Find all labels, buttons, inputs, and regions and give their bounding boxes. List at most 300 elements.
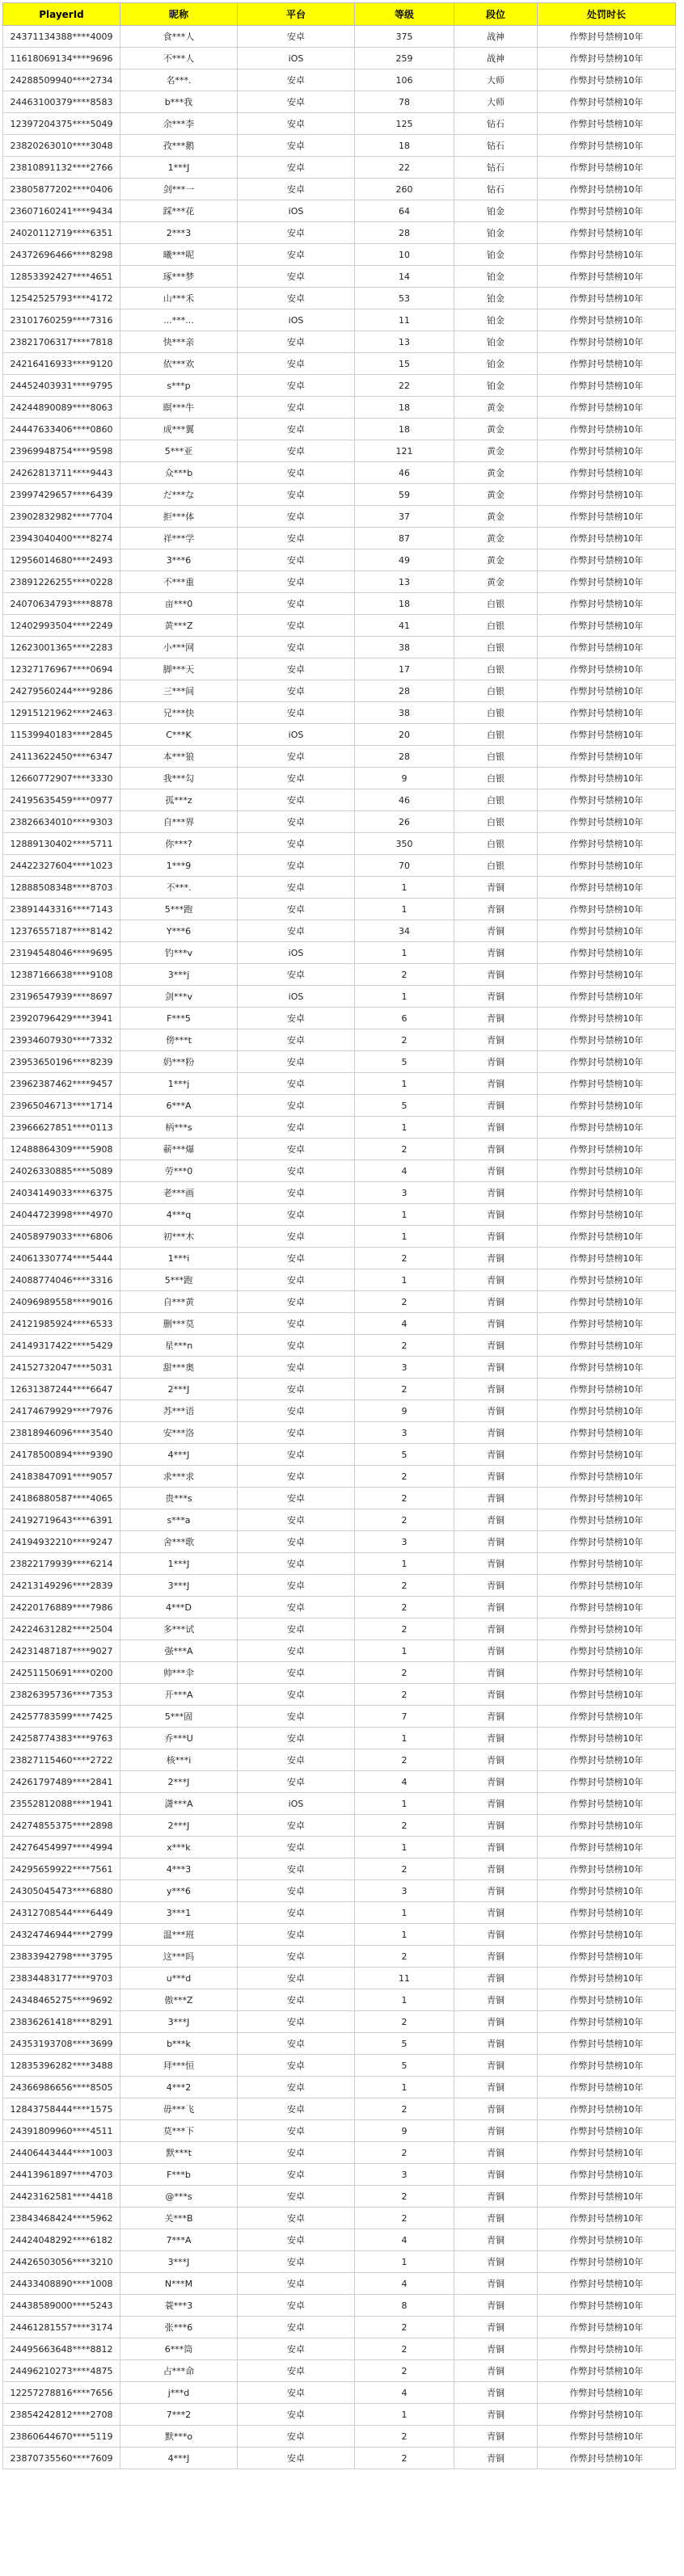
table-row [3,746,676,768]
platform-cell: 安卓 [238,1858,355,1880]
table-row [3,2448,676,2469]
rank-cell: 青铜 [454,2164,538,2186]
platform-cell: 安卓 [238,1575,355,1597]
nickname-cell: 我***勾 [120,768,238,789]
platform-cell: 安卓 [238,1968,355,1989]
rank-cell: 青铜 [454,2317,538,2338]
player-id-cell: 24174679929****7976 [3,1400,120,1422]
platform-cell: 安卓 [238,1117,355,1139]
platform-cell: 安卓 [238,1400,355,1422]
player-id-cell: 24312708544****6449 [3,1902,120,1924]
rank-cell: 青铜 [454,1618,538,1640]
level-cell: 1 [355,942,454,964]
platform-cell: 安卓 [238,1749,355,1771]
penalty-cell: 作弊封号禁榜10年 [538,1357,676,1378]
penalty-cell: 作弊封号禁榜10年 [538,48,676,69]
nickname-cell: 5***亚 [120,440,238,462]
penalty-cell: 作弊封号禁榜10年 [538,1160,676,1182]
nickname-cell: u***d [120,1968,238,1989]
level-cell: 28 [355,222,454,244]
rank-cell: 青铜 [454,2273,538,2295]
level-cell: 2 [355,2186,454,2208]
header-nickname: 昵称 [120,3,238,26]
platform-cell: iOS [238,724,355,746]
nickname-cell: 开***A [120,1684,238,1706]
player-id-cell: 24433408890****1008 [3,2273,120,2295]
penalty-cell: 作弊封号禁榜10年 [538,113,676,135]
table-row [3,1640,676,1662]
rank-cell: 青铜 [454,1749,538,1771]
table-row [3,2186,676,2208]
player-id-cell: 24413961897****4703 [3,2164,120,2186]
platform-cell: 安卓 [238,1248,355,1269]
penalty-cell: 作弊封号禁榜10年 [538,200,676,222]
table-row [3,1313,676,1335]
player-id-cell: 23805877202****0406 [3,179,120,200]
level-cell: 2 [355,1684,454,1706]
nickname-cell: 余***李 [120,113,238,135]
rank-cell: 铂金 [454,244,538,266]
platform-cell: 安卓 [238,1160,355,1182]
player-id-cell: 23818946096****3540 [3,1422,120,1444]
level-cell: 11 [355,1968,454,1989]
rank-cell: 青铜 [454,1815,538,1837]
rank-cell: 白银 [454,746,538,768]
rank-cell: 青铜 [454,1946,538,1968]
penalty-cell: 作弊封号禁榜10年 [538,1226,676,1248]
platform-cell: 安卓 [238,2164,355,2186]
platform-cell: iOS [238,309,355,331]
player-id-cell: 23607160241****9434 [3,200,120,222]
level-cell: 1 [355,1553,454,1575]
level-cell: 1 [355,1226,454,1248]
platform-cell: 安卓 [238,1640,355,1662]
table-row [3,2295,676,2317]
level-cell: 53 [355,288,454,309]
nickname-cell: 1***9 [120,855,238,877]
penalty-cell: 作弊封号禁榜10年 [538,1924,676,1946]
nickname-cell: 安***洛 [120,1422,238,1444]
platform-cell: 安卓 [238,1466,355,1488]
player-id-cell: 24496210273****4875 [3,2360,120,2382]
nickname-cell: 这***吗 [120,1946,238,1968]
table-row [3,1749,676,1771]
rank-cell: 青铜 [454,1422,538,1444]
nickname-cell: 自***黄 [120,1291,238,1313]
player-id-cell: 12956014680****2493 [3,549,120,571]
table-row [3,833,676,855]
level-cell: 1 [355,899,454,920]
player-id-cell: 24279560244****9286 [3,680,120,702]
table-row [3,1008,676,1029]
level-cell: 1 [355,1073,454,1095]
rank-cell: 白银 [454,811,538,833]
penalty-cell: 作弊封号禁榜10年 [538,593,676,615]
rank-cell: 青铜 [454,1313,538,1335]
penalty-cell: 作弊封号禁榜10年 [538,2011,676,2033]
rank-cell: 青铜 [454,2295,538,2317]
nickname-cell: 自***界 [120,811,238,833]
level-cell: 13 [355,571,454,593]
platform-cell: 安卓 [238,964,355,986]
level-cell: 4 [355,1771,454,1793]
platform-cell: 安卓 [238,1728,355,1749]
level-cell: 5 [355,2033,454,2055]
platform-cell: 安卓 [238,1139,355,1160]
nickname-cell: 1***J [120,157,238,179]
player-id-cell: 24424048292****6182 [3,2229,120,2251]
nickname-cell: 拜***恒 [120,2055,238,2077]
penalty-cell: 作弊封号禁榜10年 [538,419,676,440]
player-id-cell: 23810891132****2766 [3,157,120,179]
level-cell: 1 [355,1902,454,1924]
table-row [3,2404,676,2426]
table-row [3,1073,676,1095]
level-cell: 2 [355,1378,454,1400]
player-id-cell: 12542525793****4172 [3,288,120,309]
nickname-cell: 山***禾 [120,288,238,309]
penalty-cell: 作弊封号禁榜10年 [538,353,676,375]
penalty-cell: 作弊封号禁榜10年 [538,1291,676,1313]
rank-cell: 青铜 [454,1640,538,1662]
platform-cell: 安卓 [238,1880,355,1902]
player-id-cell: 23101760259****7316 [3,309,120,331]
level-cell: 26 [355,811,454,833]
platform-cell: iOS [238,942,355,964]
player-id-cell: 12888508348****8703 [3,877,120,899]
level-cell: 2 [355,2208,454,2229]
table-row [3,266,676,288]
player-id-cell: 12623001365****2283 [3,637,120,659]
table-row [3,2077,676,2098]
level-cell: 2 [355,1749,454,1771]
platform-cell: 安卓 [238,135,355,157]
table-row [3,1728,676,1749]
platform-cell: 安卓 [238,1924,355,1946]
level-cell: 8 [355,2295,454,2317]
player-id-cell: 12889130402****5711 [3,833,120,855]
rank-cell: 青铜 [454,1248,538,1269]
table-row [3,419,676,440]
table-row [3,2338,676,2360]
level-cell: 125 [355,113,454,135]
player-id-cell: 12853392427****4651 [3,266,120,288]
player-id-cell: 24044723998****4970 [3,1204,120,1226]
platform-cell: 安卓 [238,1335,355,1357]
level-cell: 2 [355,2098,454,2120]
rank-cell: 青铜 [454,2360,538,2382]
table-row [3,1422,676,1444]
level-cell: 4 [355,2273,454,2295]
table-row [3,375,676,397]
level-cell: 1 [355,2404,454,2426]
nickname-cell: ...***... [120,309,238,331]
rank-cell: 青铜 [454,1968,538,1989]
rank-cell: 黄金 [454,506,538,528]
platform-cell: 安卓 [238,1597,355,1618]
penalty-cell: 作弊封号禁榜10年 [538,1400,676,1422]
platform-cell: 安卓 [238,113,355,135]
platform-cell: 安卓 [238,353,355,375]
penalty-cell: 作弊封号禁榜10年 [538,1618,676,1640]
penalty-cell: 作弊封号禁榜10年 [538,1051,676,1073]
platform-cell: 安卓 [238,1357,355,1378]
player-id-cell: 23834483177****9703 [3,1968,120,1989]
level-cell: 37 [355,506,454,528]
player-id-cell: 12397204375****5049 [3,113,120,135]
penalty-cell: 作弊封号禁榜10年 [538,1749,676,1771]
level-cell: 2 [355,2448,454,2469]
level-cell: 121 [355,440,454,462]
nickname-cell: 占***命 [120,2360,238,2382]
penalty-cell: 作弊封号禁榜10年 [538,1008,676,1029]
nickname-cell: 瞑***牛 [120,397,238,419]
player-id-cell: 23870735560****7609 [3,2448,120,2469]
rank-cell: 铂金 [454,222,538,244]
table-row [3,222,676,244]
platform-cell: 安卓 [238,1488,355,1509]
nickname-cell: 名***. [120,69,238,91]
nickname-cell: 曦***呢 [120,244,238,266]
nickname-cell: 踩***花 [120,200,238,222]
penalty-cell: 作弊封号禁榜10年 [538,680,676,702]
player-id-cell: 23953650196****8239 [3,1051,120,1073]
nickname-cell: 2***J [120,1815,238,1837]
nickname-cell: 老***画 [120,1182,238,1204]
level-cell: 2 [355,1946,454,1968]
platform-cell: 安卓 [238,506,355,528]
level-cell: 18 [355,419,454,440]
penalty-cell: 作弊封号禁榜10年 [538,899,676,920]
player-id-cell: 12376557187****8142 [3,920,120,942]
platform-cell: 安卓 [238,331,355,353]
penalty-cell: 作弊封号禁榜10年 [538,1117,676,1139]
rank-cell: 白银 [454,615,538,637]
level-cell: 2 [355,1291,454,1313]
rank-cell: 青铜 [454,1444,538,1466]
nickname-cell: 剑***一 [120,179,238,200]
player-id-cell: 12402993504****2249 [3,615,120,637]
platform-cell: 安卓 [238,1706,355,1728]
penalty-cell: 作弊封号禁榜10年 [538,484,676,506]
nickname-cell: @***s [120,2186,238,2208]
penalty-cell: 作弊封号禁榜10年 [538,2098,676,2120]
rank-cell: 青铜 [454,1160,538,1182]
header-penalty: 处罚时长 [538,3,676,26]
nickname-cell: 贵***s [120,1488,238,1509]
rank-cell: 白银 [454,855,538,877]
player-id-cell: 23836261418****8291 [3,2011,120,2033]
platform-cell: 安卓 [238,789,355,811]
nickname-cell: 7***A [120,2229,238,2251]
rank-cell: 青铜 [454,1400,538,1422]
penalty-cell: 作弊封号禁榜10年 [538,1597,676,1618]
rank-cell: 钻石 [454,113,538,135]
nickname-cell: 潇***A [120,1793,238,1815]
header-level: 等级 [355,3,454,26]
table-row [3,659,676,680]
level-cell: 5 [355,2055,454,2077]
nickname-cell: F***b [120,2164,238,2186]
rank-cell: 黄金 [454,484,538,506]
player-id-cell: 23826395736****7353 [3,1684,120,1706]
level-cell: 2 [355,1815,454,1837]
table-row [3,1139,676,1160]
nickname-cell: 强***A [120,1640,238,1662]
player-id-cell: 24183847091****9057 [3,1466,120,1488]
table-row [3,309,676,331]
nickname-cell: 兄***快 [120,702,238,724]
level-cell: 1 [355,1989,454,2011]
rank-cell: 青铜 [454,1509,538,1531]
platform-cell: 安卓 [238,288,355,309]
level-cell: 5 [355,1095,454,1117]
level-cell: 2 [355,2011,454,2033]
platform-cell: 安卓 [238,659,355,680]
level-cell: 5 [355,1051,454,1073]
level-cell: 1 [355,1728,454,1749]
penalty-cell: 作弊封号禁榜10年 [538,2426,676,2448]
rank-cell: 青铜 [454,1706,538,1728]
level-cell: 1 [355,1204,454,1226]
rank-cell: 战神 [454,26,538,48]
header-rank: 段位 [454,3,538,26]
nickname-cell: 祥***学 [120,528,238,549]
level-cell: 350 [355,833,454,855]
table-row [3,1575,676,1597]
level-cell: 22 [355,157,454,179]
player-id-cell: 11618069134****9696 [3,48,120,69]
level-cell: 28 [355,746,454,768]
penalty-cell: 作弊封号禁榜10年 [538,375,676,397]
player-id-cell: 24194932210****9247 [3,1531,120,1553]
penalty-cell: 作弊封号禁榜10年 [538,397,676,419]
rank-cell: 黄金 [454,440,538,462]
nickname-cell: 蕲***爆 [120,1139,238,1160]
platform-cell: 安卓 [238,528,355,549]
penalty-cell: 作弊封号禁榜10年 [538,2338,676,2360]
table-row [3,1989,676,2011]
level-cell: 70 [355,855,454,877]
table-row [3,1662,676,1684]
level-cell: 2 [355,2142,454,2164]
penalty-cell: 作弊封号禁榜10年 [538,833,676,855]
penalty-cell: 作弊封号禁榜10年 [538,2055,676,2077]
platform-cell: 安卓 [238,1837,355,1858]
level-cell: 9 [355,1400,454,1422]
penalty-cell: 作弊封号禁榜10年 [538,637,676,659]
nickname-cell: 1***J [120,1553,238,1575]
rank-cell: 青铜 [454,2251,538,2273]
penalty-cell: 作弊封号禁榜10年 [538,91,676,113]
platform-cell: 安卓 [238,1553,355,1575]
level-cell: 2 [355,1139,454,1160]
table-row [3,26,676,48]
penalty-cell: 作弊封号禁榜10年 [538,2360,676,2382]
player-id-cell: 24452403931****9795 [3,375,120,397]
table-row [3,2164,676,2186]
platform-cell: 安卓 [238,266,355,288]
penalty-cell: 作弊封号禁榜10年 [538,1335,676,1357]
rank-cell: 青铜 [454,2426,538,2448]
table-row [3,353,676,375]
platform-cell: 安卓 [238,637,355,659]
nickname-cell: Y***6 [120,920,238,942]
level-cell: 1 [355,1793,454,1815]
nickname-cell: 拒***体 [120,506,238,528]
player-id-cell: 23962387462****9457 [3,1073,120,1095]
rank-cell: 青铜 [454,2382,538,2404]
player-id-cell: 24220176889****7986 [3,1597,120,1618]
nickname-cell: 乔***U [120,1728,238,1749]
nickname-cell: 多***试 [120,1618,238,1640]
level-cell: 2 [355,2426,454,2448]
platform-cell: 安卓 [238,2142,355,2164]
platform-cell: 安卓 [238,69,355,91]
platform-cell: 安卓 [238,2338,355,2360]
table-row [3,1444,676,1466]
penalty-cell: 作弊封号禁榜10年 [538,2164,676,2186]
rank-cell: 白银 [454,724,538,746]
level-cell: 2 [355,1509,454,1531]
nickname-cell: 舍***歌 [120,1531,238,1553]
rank-cell: 青铜 [454,1597,538,1618]
rank-cell: 青铜 [454,2404,538,2426]
table-row [3,1378,676,1400]
nickname-cell: 3***J [120,2251,238,2273]
rank-cell: 青铜 [454,1488,538,1509]
table-row [3,462,676,484]
player-id-cell: 23891443316****7143 [3,899,120,920]
table-row [3,1706,676,1728]
rank-cell: 青铜 [454,2098,538,2120]
rank-cell: 青铜 [454,920,538,942]
player-id-cell: 24213149296****2839 [3,1575,120,1597]
rank-cell: 青铜 [454,2142,538,2164]
player-id-cell: 24186880587****4065 [3,1488,120,1509]
nickname-cell: 7***2 [120,2404,238,2426]
rank-cell: 青铜 [454,1204,538,1226]
player-id-cell: 24244890089****8063 [3,397,120,419]
rank-cell: 铂金 [454,331,538,353]
nickname-cell: 3***1 [120,1902,238,1924]
player-id-cell: 23902832982****7704 [3,506,120,528]
nickname-cell: 3***j [120,964,238,986]
level-cell: 59 [355,484,454,506]
rank-cell: 青铜 [454,1378,538,1400]
table-row [3,593,676,615]
player-id-cell: 23965046713****1714 [3,1095,120,1117]
table-row [3,484,676,506]
platform-cell: 安卓 [238,2295,355,2317]
rank-cell: 青铜 [454,986,538,1008]
table-row [3,637,676,659]
table-row [3,1269,676,1291]
player-id-cell: 24020112719****6351 [3,222,120,244]
table-row [3,877,676,899]
platform-cell: 安卓 [238,1684,355,1706]
rank-cell: 青铜 [454,1117,538,1139]
rank-cell: 大师 [454,91,538,113]
player-id-cell: 23822179939****6214 [3,1553,120,1575]
nickname-cell: F***5 [120,1008,238,1029]
player-id-cell: 23891226255****0228 [3,571,120,593]
nickname-cell: 默***o [120,2426,238,2448]
player-id-cell: 24152732047****5031 [3,1357,120,1378]
rank-cell: 青铜 [454,1684,538,1706]
table-row [3,2360,676,2382]
penalty-cell: 作弊封号禁榜10年 [538,964,676,986]
